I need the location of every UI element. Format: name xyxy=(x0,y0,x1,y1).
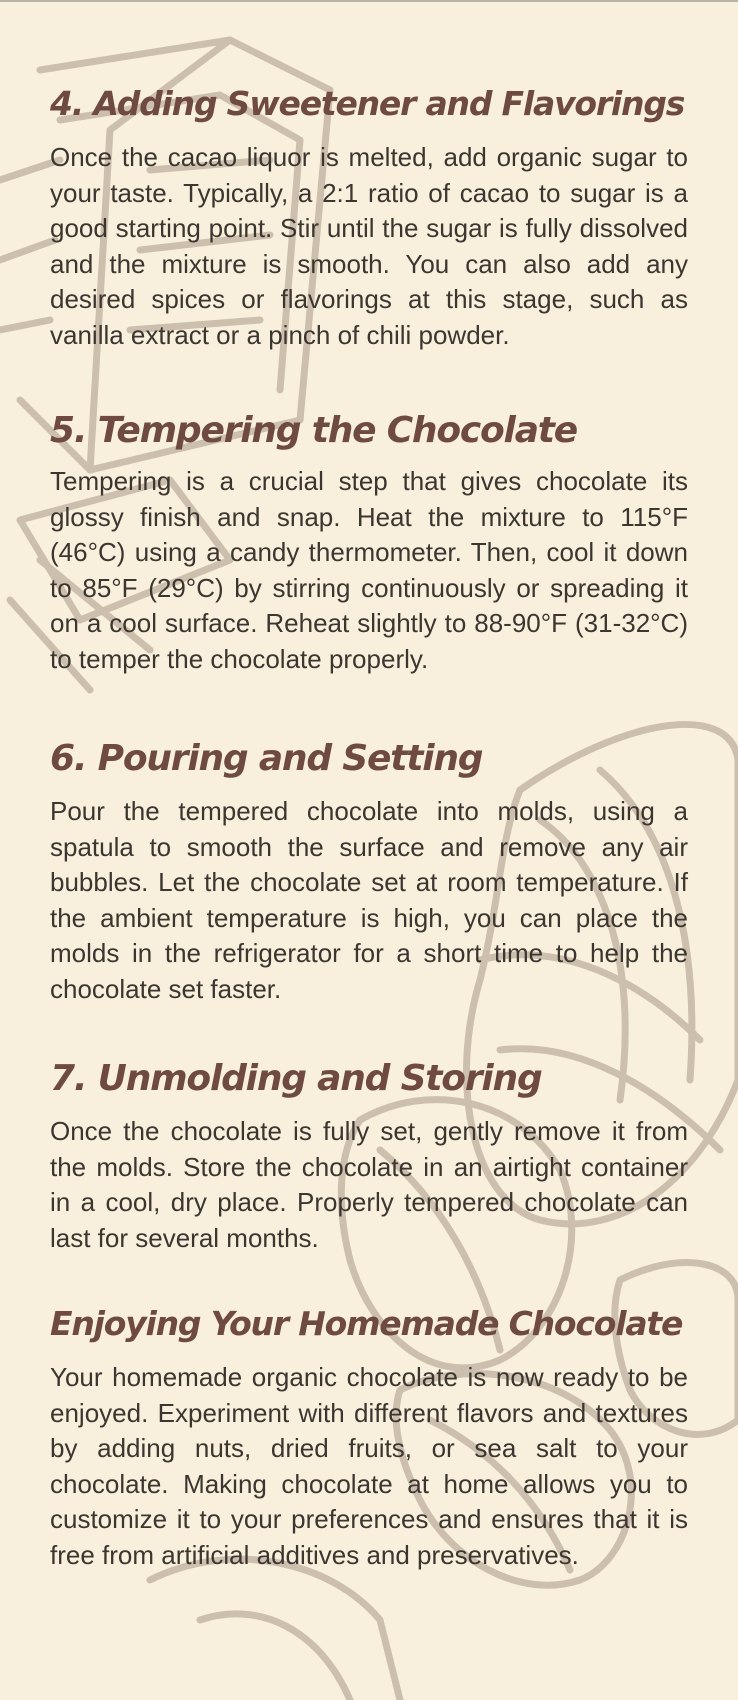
section-body-enjoying: Your homemade organic chocolate is now ready to be enjoyed. Experiment with different flavors and textures by adding nuts, dried fruits, or sea salt to your chocolate. Making chocolate at home allows you to customize it to your preferences and ensures that it is free from artificial additives and preservatives. xyxy=(50,1362,688,1570)
section-body-pouring: Pour the tempered chocolate into molds, using a spatula to smooth the surface and remove any air bubbles. Let the chocolate set at room temperature. If the ambient temperature is high, you can place the molds in the refrigerator for a short time to help the chocolate set faster. xyxy=(50,796,688,1004)
section-body-tempering: Tempering is a crucial step that gives chocolate its glossy finish and snap. Heat the mixture to 115°F (46°C) using a candy thermometer. Then, cool it down to 85°F (29°C) by stirring continuously or spreading it on a cool surface. Reheat slightly to 88-90°F (31-32°C) to temper the chocolate properly. xyxy=(50,466,688,674)
section-heading-enjoying: Enjoying Your Homemade Chocolate xyxy=(50,1304,683,1343)
section-heading-unmolding: 7. Unmolding and Storing xyxy=(50,1058,542,1099)
section-body-adding-sweetener: Once the cacao liquor is melted, add organic sugar to your taste. Typically, a 2:1 ratio of cacao to sugar is a good starting point. Stir until the sugar is fully dissolved and the mixture is smooth. You can also add any desired spices or flavorings at this stage, such as vanilla extract or a pinch of chili powder. xyxy=(50,142,688,350)
section-heading-pouring: 6. Pouring and Setting xyxy=(50,738,483,779)
section-body-unmolding: Once the chocolate is fully set, gently remove it from the molds. Store the chocolate in an airtight container in a cool, dry place. Properly tempered chocolate can last for several months. xyxy=(50,1116,688,1253)
section-heading-adding-sweetener: 4. Adding Sweetener and Flavorings xyxy=(50,84,685,123)
section-heading-tempering: 5. Tempering the Chocolate xyxy=(50,410,578,451)
